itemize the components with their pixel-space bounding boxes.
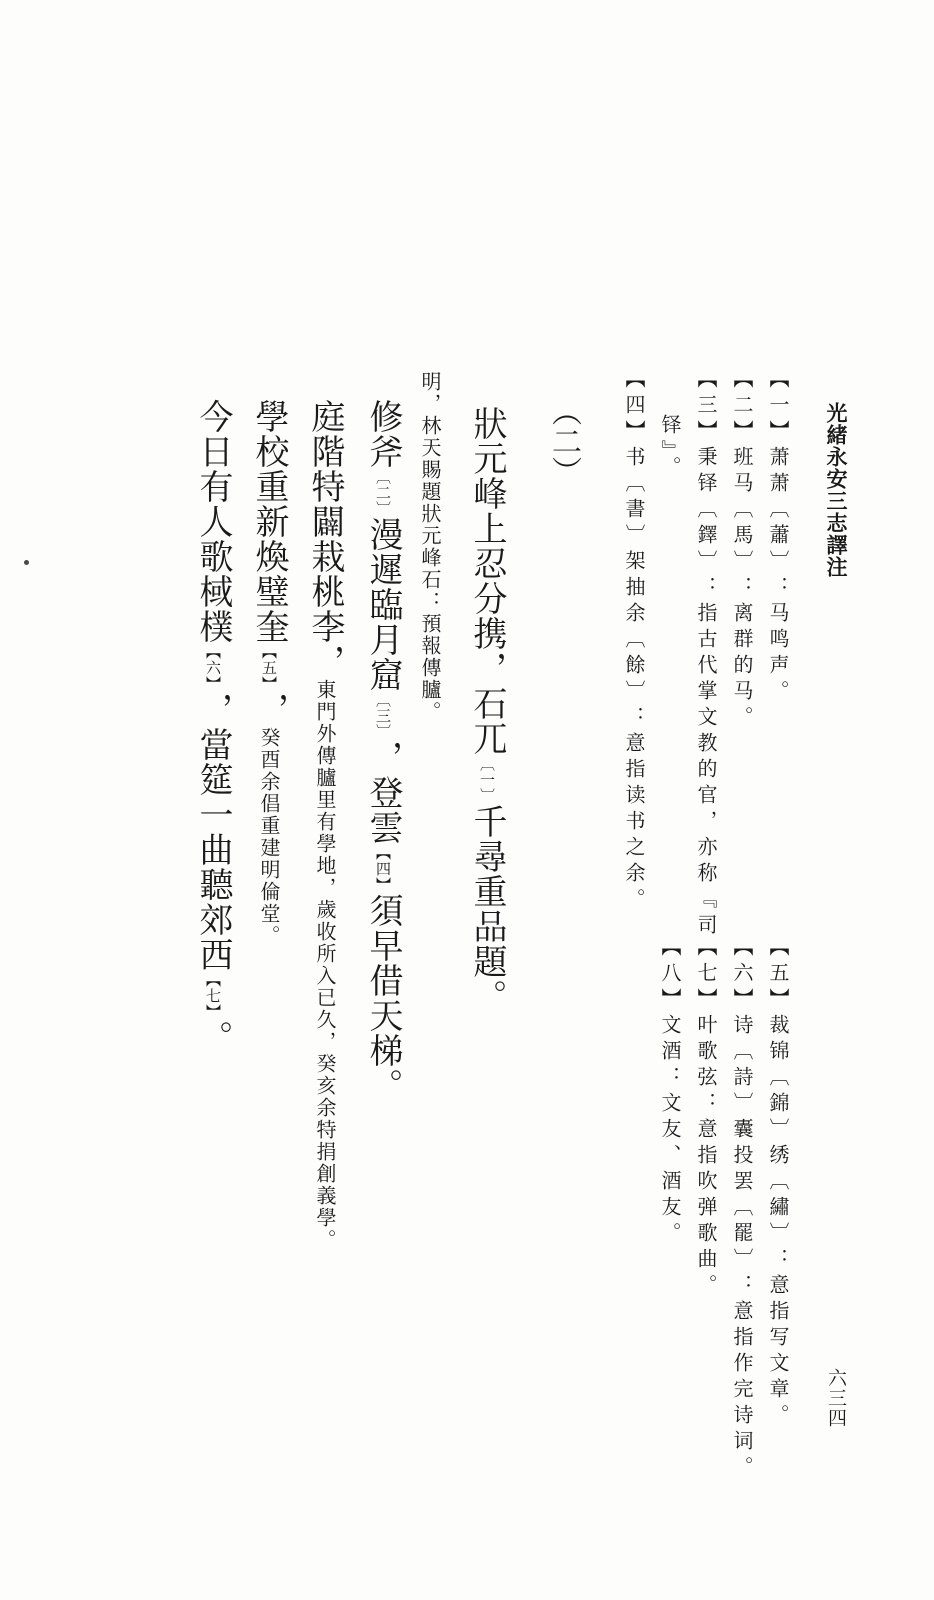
footnote-7: 【七】叶歌弦：意指吹弹歌曲。 (694, 936, 718, 1300)
footnote-ref-6: 【六】 (204, 644, 222, 692)
poem-title-text-end: 千尋重品題。 (467, 804, 507, 1014)
poem-line-4-part-c: 。 (193, 1020, 233, 1055)
scan-speck (24, 560, 29, 565)
poem-line-4 (193, 399, 233, 1055)
poem-line-1-part-c: ，登雲 (363, 740, 403, 845)
poem-line-4-part-a: 今日有人歌棫樸 (193, 399, 233, 644)
footnote-5: 【五】裁锦〔錦〕绣〔繡〕：意指写文章。 (766, 936, 790, 1430)
poem-line-3-comment: 癸酉余倡重建明倫堂。 (257, 727, 281, 947)
footnote-8: 【八】文酒：文友、酒友。 (658, 936, 682, 1248)
footnote-1: 【一】萧萧〔蕭〕：马鸣声。 (766, 368, 790, 706)
poem-line-1 (363, 399, 403, 1103)
page-number: 六三四 (825, 1368, 847, 1428)
poem-title-text: 狀元峰上忍分携，石兀 (467, 406, 507, 756)
poem-line-1-part-d: 須早借天梯。 (363, 893, 403, 1103)
footnote-ref-7: 【七】 (204, 972, 222, 1020)
footnote-ref-3: 〔三〕 (374, 692, 392, 740)
section-heading: （二） (546, 396, 581, 486)
poem-line-2-comment: 東門外傳臚里有學地，歲收所入已久，癸亥余特捐創義學。 (313, 679, 337, 1251)
poem-line-1-part-b: 漫遲臨月窟 (363, 517, 403, 692)
poem-line-3-punct: ， (249, 692, 289, 727)
poem-line-4-part-b: ，當筵一曲聽郊西 (193, 692, 233, 972)
poem-title-line (467, 406, 507, 1014)
poem-line-2-text: 庭階特闢栽桃李， (305, 399, 345, 679)
footnote-3-continuation: 铎』。 (658, 414, 682, 482)
running-header-title: 光緒永安三志譯注 (824, 402, 849, 578)
footnote-ref-2: 〔二〕 (374, 469, 392, 517)
footnote-ref-5: 【五】 (260, 644, 278, 692)
footnote-4: 【四】书〔書〕架抽余〔餘〕：意指读书之余。 (622, 368, 646, 914)
poem-line-3 (249, 399, 289, 947)
footnote-2: 【二】班马〔馬〕：离群的马。 (730, 368, 754, 732)
poem-line-1-part-a: 修斧 (363, 399, 403, 469)
poem-line-2 (305, 399, 345, 1251)
footnote-3: 【三】秉铎〔鐸〕：指古代掌文教的官，亦称『司 (694, 368, 718, 940)
footnote-6: 【六】诗〔詩〕囊投罢〔罷〕：意指作完诗词。 (730, 936, 754, 1482)
poem-byline: 明，林天賜題狀元峰石：預報傳臚。 (418, 371, 442, 723)
poem-line-3-text: 學校重新煥璧奎 (249, 399, 289, 644)
footnote-ref-1: 〔一〕 (478, 756, 496, 804)
footnote-ref-4: 【四】 (374, 845, 392, 893)
